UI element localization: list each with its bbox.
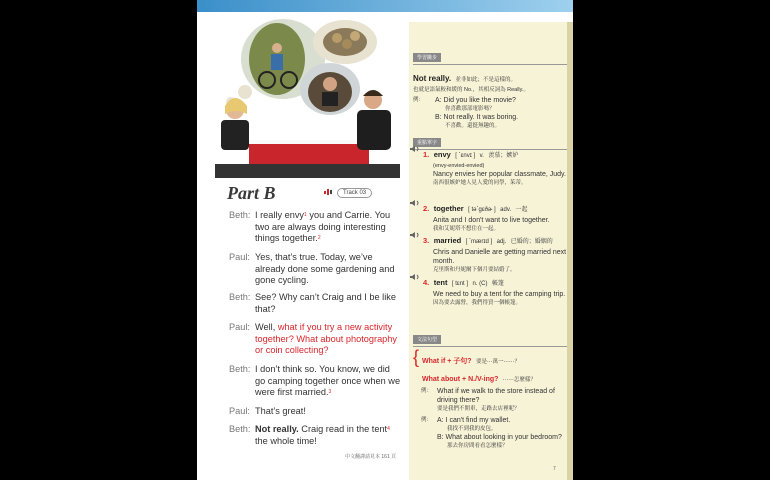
vocab-entry: 4. tent [ tɛnt ] n. (C) 帳篷 We need to buy a tent for the camping trip. 因為要去露營，我們得買一個帳篷。 — [413, 272, 567, 307]
audio-track-icon — [324, 188, 334, 196]
vocab-entry: 2. together [ təˋgɛðɚ ] adv. 一起 Anita and I don't want to live together. 我和艾妮塔不想住在一起。 — [413, 198, 567, 233]
line-text: Not really. Craig read in the tent$^4$ the whole time! — [255, 424, 390, 446]
speaker-label: Beth: — [229, 424, 251, 434]
textbook-page — [197, 0, 573, 480]
vocab-entry: 1. envy [ ˋɛnvɪ ] v. 羨慕；嫉妒 (envy-envied-envied) Nancy envies her popular classmate, Judy. 南西很嫉妒她人見人愛的同學，茱蒂。 — [413, 144, 567, 187]
tip-phrase: Not really. — [413, 74, 452, 83]
speaker-label: Paul: — [229, 406, 250, 416]
line-text: Well, what if you try a new activity together? What about photography or coin collecting? — [255, 322, 397, 356]
line-text: That’s great! — [255, 406, 306, 416]
speaker-label: Paul: — [229, 322, 250, 332]
brace-icon: { — [413, 347, 420, 367]
line-text: I don’t think so. You know, we did go camping together once when we were first married.$^3$ — [255, 364, 401, 398]
part-title: Part B — [227, 183, 276, 203]
page-footer: 中文翻譯請見本 161 頁 — [345, 454, 397, 460]
speaker-label: Beth: — [229, 292, 251, 302]
speaker-icon[interactable] — [410, 274, 420, 280]
line-text: I really envy$^1$ you and Carrie. You two are always doing interesting things together.$^2$ — [255, 210, 391, 244]
section-label: 重點單字 — [413, 138, 441, 147]
speaker-icon[interactable] — [410, 200, 420, 206]
section-label: 文法句型 — [413, 335, 441, 344]
learning-tip-section: 學習撇步 Not really. 並非如此；不是這樣的。 也就是語氣較和緩的 No.，其相反詞為 Really.。 例： A: Did you like the movie? 你喜歡那部電影嗎？ B: Not really. It was boring. 不喜歡。還挺無趣的。 — [413, 46, 567, 130]
speaker-label: Beth: — [229, 364, 251, 374]
page-number: 7 — [553, 466, 556, 472]
line-text: See? Why can’t Craig and I be like that? — [255, 292, 396, 314]
vocab-entry: 3. married [ ˋmærɪd ] adj. 已婚的；婚姻的 Chris and Danielle are getting married next month. 克里斯和丹妮爾下個月要結婚了。 — [413, 230, 567, 274]
section-label: 學習撇步 — [413, 53, 441, 62]
grammar-section: 文法句型 { What if + 子句? 要是⋯萬一⋯⋯？ What about + N./V-ing? ⋯⋯怎麼樣？ 例： What if we walk to the store instead of driving there? 要是我們不開車，走路去店裡呢？ 例： A: I can't find my wallet. 我找不到我的皮包。 B: What about looking in your bedroom? 那去你房間看看怎麼樣？ — [413, 328, 567, 450]
track-label: Track 03 — [337, 188, 372, 198]
top-color-band — [197, 0, 573, 12]
line-text: Yes, that’s true. Today, we’ve already done some gardening and gone cycling. — [255, 252, 395, 286]
speaker-icon[interactable] — [410, 232, 420, 238]
speaker-label: Paul: — [229, 252, 250, 262]
dialogue-illustration — [205, 14, 407, 179]
speaker-label: Beth: — [229, 210, 251, 220]
speaker-icon[interactable] — [410, 146, 420, 152]
